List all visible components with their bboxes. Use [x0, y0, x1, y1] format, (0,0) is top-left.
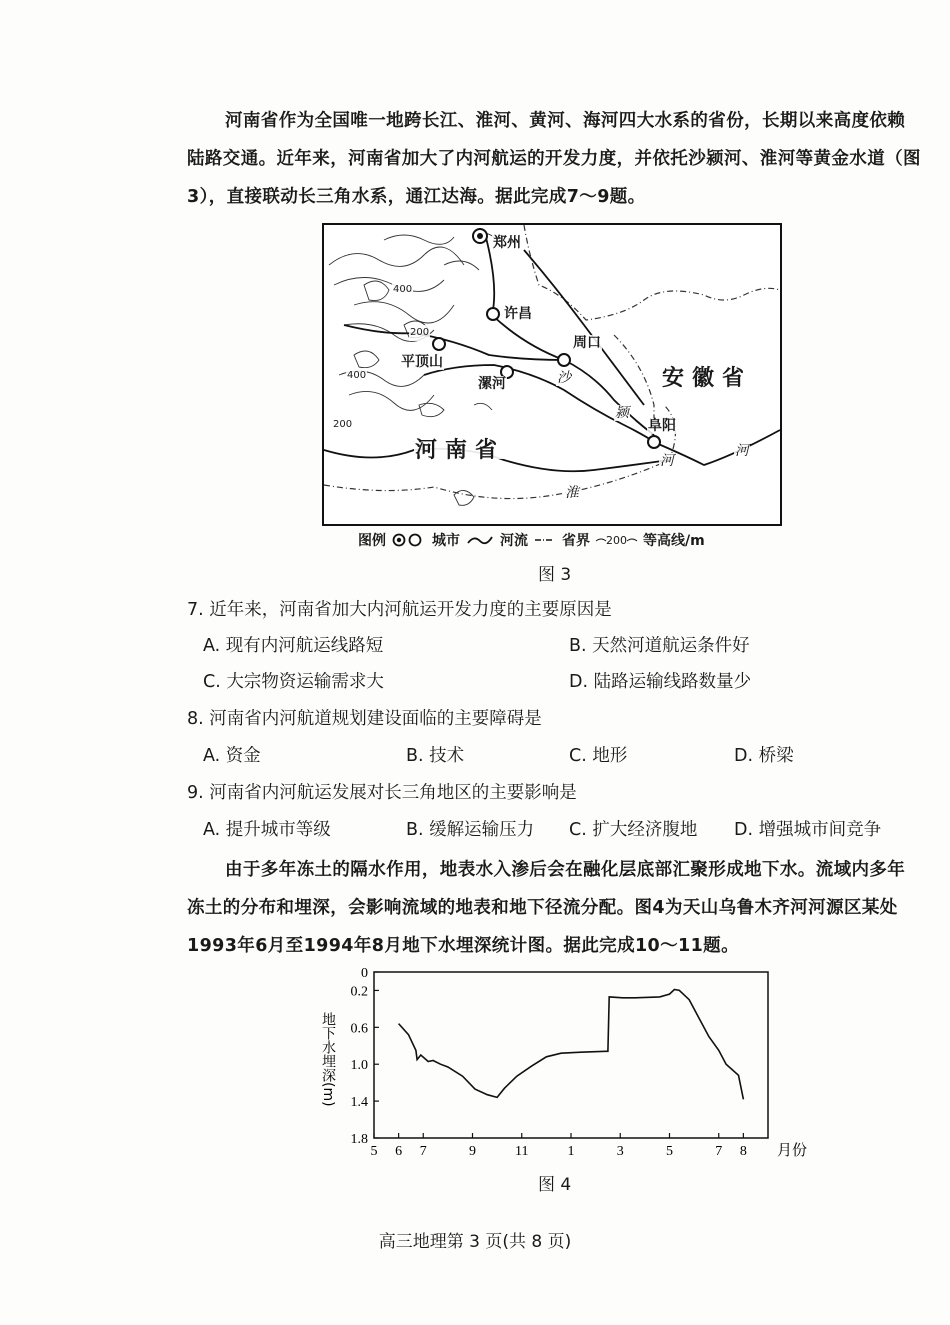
q8-option-a: A. 资金 [203, 746, 261, 766]
city-label-xuchang: 许昌 [504, 306, 532, 322]
fuyang-marker [648, 436, 660, 448]
province-label-anhui: 安徽省 [662, 366, 753, 391]
river-char-huai: 淮 [565, 485, 579, 501]
q8-stem: 8. 河南省内河航道规划建设面临的主要障碍是 [187, 709, 542, 729]
plot-frame [374, 972, 768, 1138]
groundwater-depth-line [399, 990, 744, 1100]
rivers [324, 230, 780, 471]
x-tick-label: 7 [715, 1144, 723, 1159]
river-char-ying: 颍 [615, 405, 629, 421]
contour-label-200-a: 200 [409, 325, 430, 341]
intro-paragraph-1-text: 河南省作为全国唯一地跨长江、淮河、黄河、海河四大水系的省份，长期以来高度依赖陆路交通。近年来，河南省加大了内河航运的开发力度，并依托沙颍河、淮河等黄金水道（图3），直接联动长三角水系，通江达海。据此完成7～9题。 [187, 111, 921, 207]
groundwater-depth-chart [318, 960, 808, 1165]
province-label-henan: 河南省 [415, 438, 506, 463]
legend-contour-icon-right [627, 535, 637, 545]
x-tick-label: 11 [515, 1144, 529, 1159]
page-footer: 高三地理第 3 页(共 8 页) [378, 1232, 572, 1252]
y-axis-label: 地下水埋深(m) [320, 1012, 336, 1107]
river-char-he1: 河 [660, 453, 674, 469]
figure3-caption: 图 3 [538, 565, 572, 585]
q7-option-c: C. 大宗物资运输需求大 [203, 672, 384, 692]
contour-label-200-b: 200 [332, 417, 353, 433]
x-axis-label: 月份 [776, 1141, 808, 1159]
pingdingshan-marker [433, 338, 445, 350]
x-tick-label: 9 [469, 1144, 476, 1159]
henan-river-map [322, 223, 782, 526]
legend-river-icon [466, 533, 494, 547]
q9-option-c: C. 扩大经济腹地 [569, 820, 698, 840]
q7-stem: 7. 近年来，河南省加大内河航运开发力度的主要原因是 [187, 600, 612, 620]
legend-border-label: 省界 [562, 533, 590, 549]
x-tick-label: 5 [666, 1144, 673, 1159]
legend-contour-label: 等高线/m [643, 533, 705, 549]
q8-option-c: C. 地形 [569, 746, 628, 766]
q9-stem: 9. 河南省内河航运发展对长三角地区的主要影响是 [187, 783, 577, 803]
q7-option-a: A. 现有内河航运线路短 [203, 636, 384, 656]
y-tick-label: 0.2 [350, 984, 368, 1000]
zhoukou-marker [558, 354, 570, 366]
q7-option-d: D. 陆路运输线路数量少 [569, 672, 752, 692]
q8-option-b: B. 技术 [406, 746, 465, 766]
x-tick-label: 7 [419, 1144, 427, 1159]
city-label-luohe: 漯河 [478, 376, 506, 392]
legend-contour-icon-left [596, 535, 606, 545]
legend-contour-sample [596, 534, 637, 547]
legend-river-label: 河流 [500, 533, 528, 549]
y-tick-label: 1.8 [350, 1132, 368, 1147]
legend-city-icon [392, 533, 426, 547]
map-legend [358, 530, 705, 550]
x-tick-label: 5 [370, 1144, 378, 1159]
province-border-north [524, 225, 780, 320]
x-tick-label: 8 [739, 1144, 747, 1159]
city-label-fuyang: 阜阳 [648, 418, 676, 434]
q7-option-b: B. 天然河道航运条件好 [569, 636, 750, 656]
xuchang-marker [487, 308, 499, 320]
zhengzhou-marker-dot [477, 233, 483, 239]
city-label-zhoukou: 周口 [573, 335, 601, 351]
legend-city-label: 城市 [432, 533, 460, 549]
river-tributary [524, 250, 644, 405]
q9-option-a: A. 提升城市等级 [203, 820, 331, 840]
city-label-zhengzhou: 郑州 [493, 235, 521, 251]
legend-title: 图例 [358, 533, 386, 549]
q9-option-b: B. 缓解运输压力 [406, 820, 535, 840]
chart-series [399, 990, 744, 1100]
y-tick-label: 0 [361, 966, 368, 981]
intro-paragraph-2 [187, 851, 922, 965]
legend-border-icon [534, 533, 556, 547]
legend-contour-value: 200 [606, 533, 627, 547]
x-tick-label: 1 [567, 1144, 575, 1159]
intro-paragraph-2-text: 由于多年冻土的隔水作用，地表水入渗后会在融化层底部汇聚形成地下水。流域内多年冻土的分布和埋深，会影响流域的地表和地下径流分配。图4为天山乌鲁木齐河河源区某处1993年6月至1994年8月地下水埋深统计图。据此完成10～11题。 [187, 860, 906, 956]
y-tick-label: 0.6 [350, 1021, 368, 1037]
intro-paragraph-1 [187, 102, 922, 216]
contour-label-400-a: 400 [392, 282, 413, 298]
y-tick-label: 1.4 [350, 1095, 368, 1111]
q9-option-d: D. 增强城市间竞争 [734, 820, 882, 840]
chart-axes [374, 972, 768, 1138]
x-tick-label: 6 [395, 1144, 403, 1159]
river-char-sha: 沙 [557, 370, 571, 386]
river-char-he2: 河 [735, 443, 749, 459]
chart-ticks [320, 966, 807, 1159]
river-sha [344, 325, 564, 360]
contour-label-400-b: 400 [346, 368, 367, 384]
q8-option-d: D. 桥梁 [734, 746, 794, 766]
city-label-pingdingshan: 平顶山 [401, 354, 443, 370]
figure4-caption: 图 4 [538, 1175, 572, 1195]
x-tick-label: 3 [616, 1144, 624, 1159]
y-tick-label: 1.0 [350, 1058, 368, 1074]
